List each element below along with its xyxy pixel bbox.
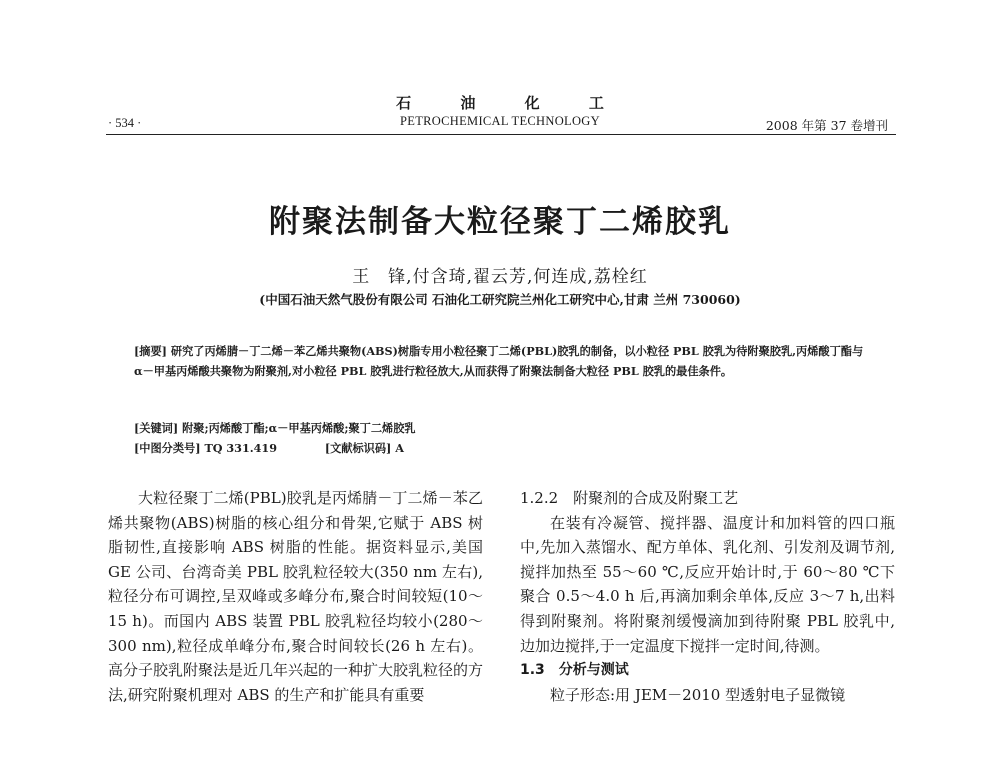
author-list: 王 锋,付含琦,翟云芳,何连成,荔栓红 (352, 267, 648, 287)
page-number: · 534 · (108, 116, 142, 130)
intro-paragraph: 大粒径聚丁二烯(PBL)胶乳是丙烯腈－丁二烯－苯乙烯共聚物(ABS)树脂的核心组分和骨架,它赋于 ABS 树脂韧性,直接影响 ABS 树脂的性能。据资料显示,美国 GE 公司、台湾奇美 PBL 胶乳粒径较大(350 nm 左右),粒径分布可调控,呈双峰或多峰分布,聚合时间较短(10～15 h)。而国内 ABS 装置 PBL 胶乳粒径均较小(280～300 nm),粒径成单峰分布,聚合时间较长(26 h 左右)。高分子胶乳附聚法是近几年兴起的一种扩大胶乳粒径的方法,研究附聚机理对 ABS 的生产和扩能具有重要 (108, 489, 484, 704)
doc-code-label: [文献标识码] (324, 441, 392, 455)
section-heading: 1.3 分析与测试 (520, 662, 629, 679)
header-rule (106, 134, 896, 135)
journal-name-en: PETROCHEMICAL TECHNOLOGY (400, 114, 600, 128)
classification-line (134, 439, 874, 459)
journal-name-cn: 石 油 化 工 (396, 94, 626, 112)
article-title: 附聚法制备大粒径聚丁二烯胶乳 (269, 204, 731, 240)
method-paragraph: 在装有冷凝管、搅拌器、温度计和加料管的四口瓶中,先加入蒸馏水、配方单体、乳化剂、引发剂及调节剂,搅拌加热至 55～60 ℃,反应开始计时,于 60～80 ℃下聚合 0.5～4.0 h 后,再滴加剩余单体,反应 3～7 h,出料得到附聚剂。将附聚剂缓慢滴加到待附聚 PBL 胶乳中,边加边搅拌,于一定温度下搅拌一定时间,待测。 (520, 513, 895, 655)
body-column-left (108, 486, 483, 707)
class-value: TQ 331.419 (204, 441, 278, 455)
doc-code-value: A (395, 441, 404, 455)
keywords (134, 419, 874, 439)
body-column-right (520, 486, 895, 707)
keywords-label: [关键词] (134, 421, 179, 435)
subsection-heading: 1.2.2 附聚剂的合成及附聚工艺 (520, 489, 739, 507)
abstract (134, 342, 874, 381)
issue-info: 2008 年第 37 卷增刊 (765, 118, 888, 133)
abstract-text: 研究了丙烯腈－丁二烯－苯乙烯共聚物(ABS)树脂专用小粒径聚丁二烯(PBL)胶乳的制备，以小粒径 PBL 胶乳为待附聚胶乳,丙烯酸丁酯与 α－甲基丙烯酸共聚物为附聚剂,对小粒径 PBL 胶乳进行粒径放大,从而获得了附聚法制备大粒径 PBL 胶乳的最佳条件。 (134, 344, 864, 378)
class-label: [中图分类号] (134, 441, 201, 455)
abstract-label: [摘要] (134, 344, 167, 358)
analysis-paragraph: 粒子形态:用 JEM－2010 型透射电子显微镜 (550, 685, 846, 704)
keywords-text: 附聚;丙烯酸丁酯;α－甲基丙烯酸;聚丁二烯胶乳 (182, 421, 416, 435)
affiliation: (中国石油天然气股份有限公司 石油化工研究院兰州化工研究中心,甘肃 兰州 730060) (259, 292, 741, 307)
